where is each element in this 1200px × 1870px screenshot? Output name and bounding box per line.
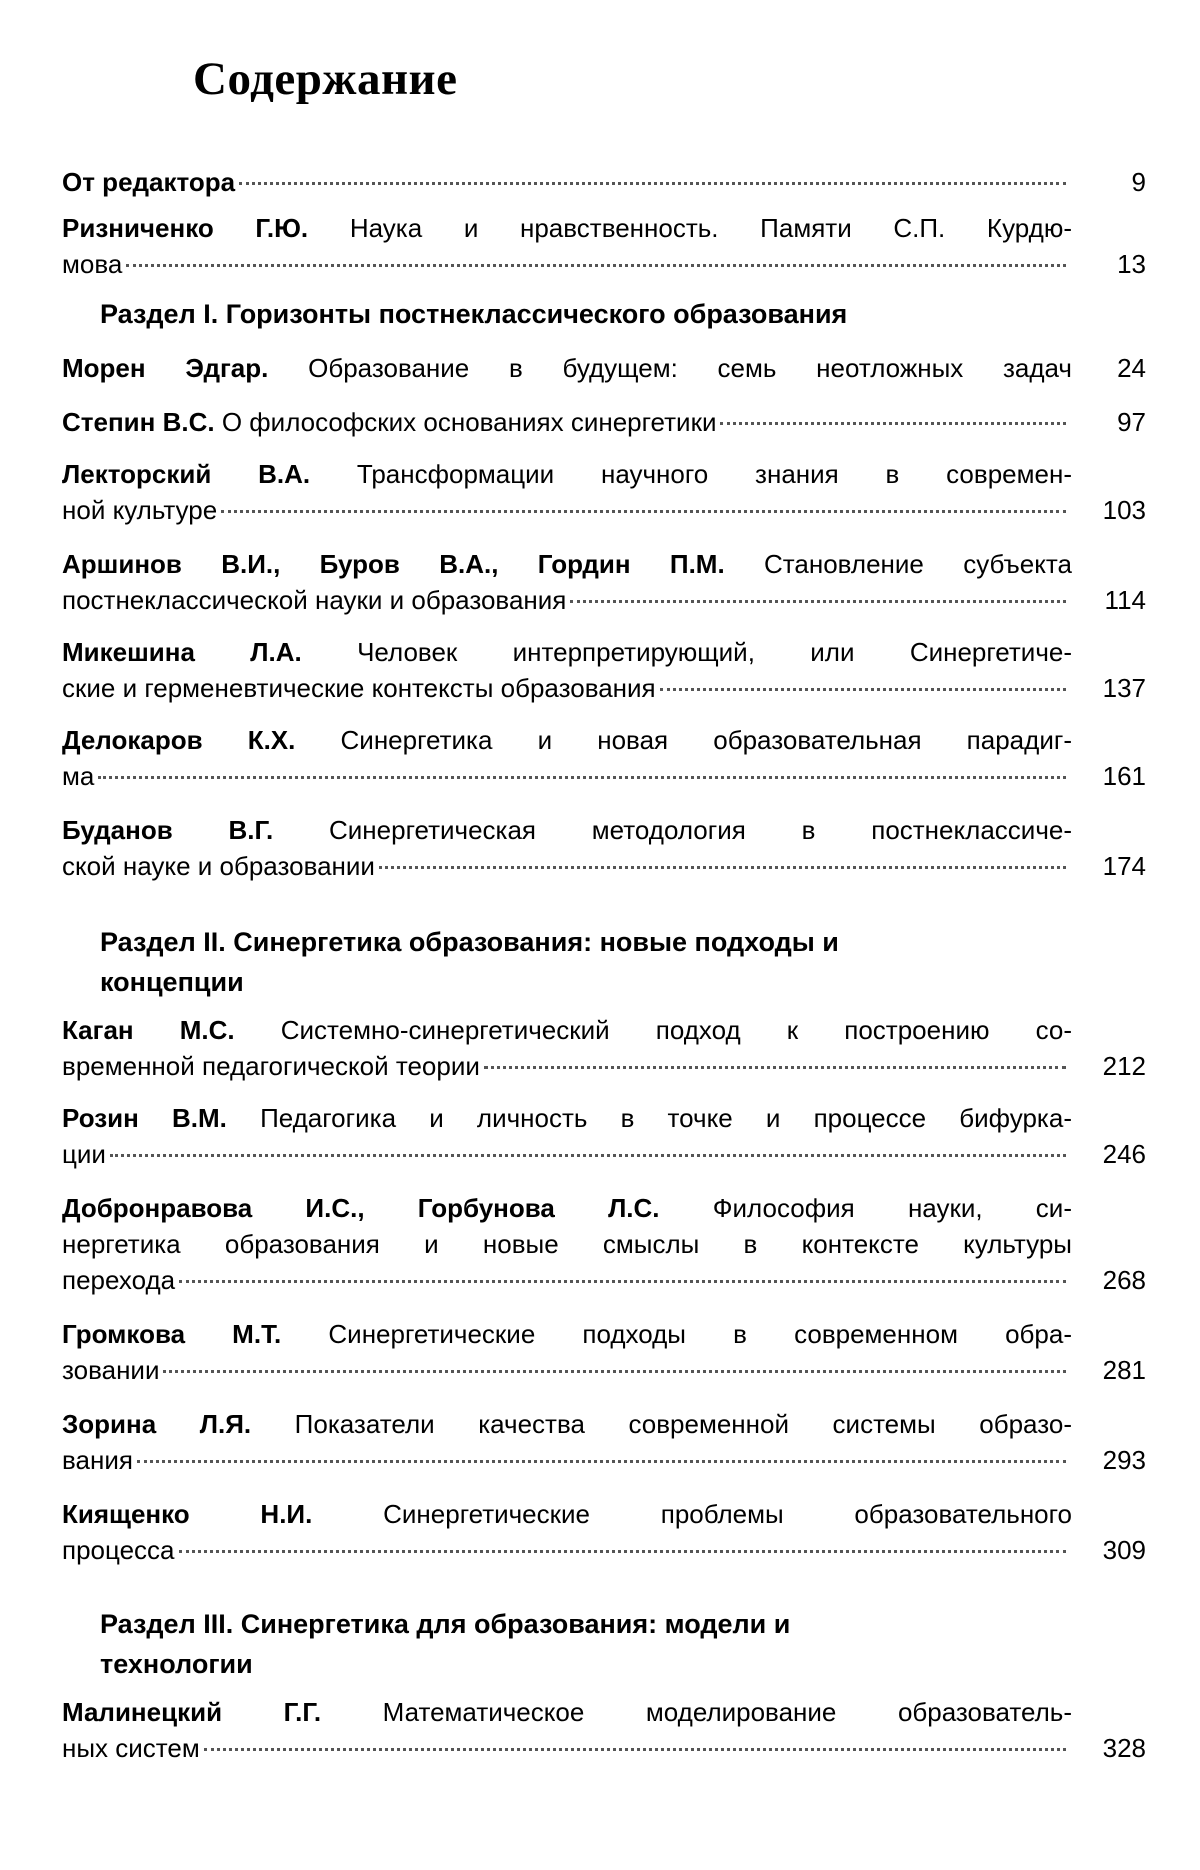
page-number: 114 xyxy=(1104,585,1146,615)
toc-entry xyxy=(62,1406,1146,1478)
entry-author: Розин В.М. xyxy=(62,1103,227,1133)
entry-title-continued: временной педагогической теории xyxy=(62,1051,480,1081)
entry-title-continued: ские и герменевтические контексты образования xyxy=(62,673,656,703)
entry-title: Человек интерпретирующий, или Синергетиче- xyxy=(357,637,1072,667)
entry-author: Громкова М.Т. xyxy=(62,1319,282,1349)
page-number: 161 xyxy=(1102,761,1146,791)
entry-author: Киященко Н.И. xyxy=(62,1499,313,1529)
leader-dots xyxy=(126,264,1066,267)
entry-author: Микешина Л.А. xyxy=(62,637,302,667)
leader-dots xyxy=(570,600,1066,603)
leader-dots xyxy=(137,1460,1066,1463)
toc-entry xyxy=(62,1012,1146,1084)
entry-title: Системно-синергетический подход к построению со- xyxy=(280,1015,1072,1045)
toc-entry xyxy=(62,812,1146,884)
page-number: 328 xyxy=(1102,1733,1146,1763)
entry-title-continued: ной культуре xyxy=(62,495,218,525)
toc-entry xyxy=(62,456,1146,528)
entry-author: Зорина Л.Я. xyxy=(62,1409,252,1439)
entry-author: Малинецкий Г.Г. xyxy=(62,1697,322,1727)
leader-dots xyxy=(179,1550,1066,1553)
page-number: 281 xyxy=(1102,1355,1146,1385)
toc-entry xyxy=(62,164,1146,200)
toc-entry xyxy=(62,404,1146,440)
page-number: 13 xyxy=(1117,249,1146,279)
page-number: 24 xyxy=(1117,353,1146,383)
toc-entry xyxy=(62,1316,1146,1388)
leader-dots xyxy=(204,1748,1066,1751)
entry-title-continued: ных систем xyxy=(62,1733,200,1763)
section-heading: Раздел II. Синергетика образования: новые подходы и концепции xyxy=(100,927,839,997)
entry-title-continued: процесса xyxy=(62,1535,175,1565)
entry-title-continued: нергетика образования и новые смыслы в контексте культуры xyxy=(62,1229,1072,1259)
entry-author: Добронравова И.С., Горбунова Л.С. xyxy=(62,1193,660,1223)
toc-entry xyxy=(62,350,1146,386)
leader-dots xyxy=(110,1154,1066,1157)
entry-author: Ризниченко Г.Ю. xyxy=(62,213,309,243)
entry-author: Аршинов В.И., Буров В.А., Гордин П.М. xyxy=(62,549,725,579)
entry-author: Морен Эдгар. xyxy=(62,353,269,383)
page-number: 103 xyxy=(1102,495,1146,525)
leader-dots xyxy=(239,182,1066,185)
entry-title-continued: зовании xyxy=(62,1355,160,1385)
leader-dots xyxy=(484,1066,1066,1069)
leader-dots xyxy=(720,422,1066,425)
page-number: 9 xyxy=(1131,167,1146,197)
entry-title: Философия науки, си- xyxy=(712,1193,1072,1223)
entry-author: Степин В.С. xyxy=(62,407,215,437)
entry-author: Каган М.С. xyxy=(62,1015,235,1045)
entry-title: Синергетическая методология в постнеклассиче- xyxy=(329,815,1072,845)
page-title: Содержание xyxy=(193,53,458,105)
leader-dots xyxy=(379,866,1066,869)
entry-author: Буданов В.Г. xyxy=(62,815,274,845)
toc-entry xyxy=(62,1496,1146,1568)
toc-entry xyxy=(62,1100,1146,1172)
page-number: 174 xyxy=(1102,851,1146,881)
entry-title: Показатели качества современной системы образо- xyxy=(294,1409,1072,1439)
page-number: 97 xyxy=(1117,407,1146,437)
entry-title: Становление субъекта xyxy=(764,549,1072,579)
leader-dots xyxy=(179,1280,1066,1283)
entry-title: Педагогика и личность в точке и процессе бифурка- xyxy=(260,1103,1072,1133)
page-number: 246 xyxy=(1102,1139,1146,1169)
entry-title: Синергетика и новая образовательная парадиг- xyxy=(340,725,1072,755)
page-number: 268 xyxy=(1102,1265,1146,1295)
entry-title: От редактора xyxy=(62,167,236,197)
toc-entry xyxy=(62,722,1146,794)
leader-dots xyxy=(221,510,1066,513)
leader-dots xyxy=(660,688,1066,691)
entry-title: Наука и нравственность. Памяти С.П. Курдю- xyxy=(349,213,1072,243)
entry-title-continued: мова xyxy=(62,249,123,279)
entry-title-continued: вания xyxy=(62,1445,133,1475)
page-number: 293 xyxy=(1102,1445,1146,1475)
entry-title-continued: ции xyxy=(62,1139,106,1169)
section-heading: Раздел III. Синергетика для образования: модели и технологии xyxy=(100,1609,791,1679)
page-number: 212 xyxy=(1102,1051,1146,1081)
toc-entry xyxy=(62,1190,1146,1298)
leader-dots xyxy=(98,776,1066,779)
entry-title: Образование в будущем: семь неотложных задач xyxy=(308,353,1072,383)
toc-entry xyxy=(62,1694,1146,1766)
entry-title: О философских основаниях синергетики xyxy=(221,407,717,437)
page-number: 309 xyxy=(1102,1535,1146,1565)
entry-title-continued: перехода xyxy=(62,1265,176,1295)
entry-author: Лекторский В.А. xyxy=(62,459,311,489)
entry-title: Синергетические подходы в современном обра- xyxy=(328,1319,1072,1349)
toc-entry xyxy=(62,210,1146,282)
toc-entry xyxy=(62,634,1146,706)
entry-title: Математическое моделирование образователь- xyxy=(382,1697,1073,1727)
entry-title-continued: ской науке и образовании xyxy=(62,851,375,881)
entry-title-continued: ма xyxy=(62,761,95,791)
leader-dots xyxy=(163,1370,1066,1373)
entry-title-continued: постнеклассической науки и образования xyxy=(62,585,567,615)
entry-author: Делокаров К.Х. xyxy=(62,725,296,755)
toc-entry xyxy=(62,546,1146,618)
page-number: 137 xyxy=(1102,673,1146,703)
entry-title: Трансформации научного знания в современ- xyxy=(356,459,1072,489)
entry-title: Синергетические проблемы образовательного xyxy=(383,1499,1073,1529)
section-heading: Раздел I. Горизонты постнеклассического образования xyxy=(100,299,848,329)
